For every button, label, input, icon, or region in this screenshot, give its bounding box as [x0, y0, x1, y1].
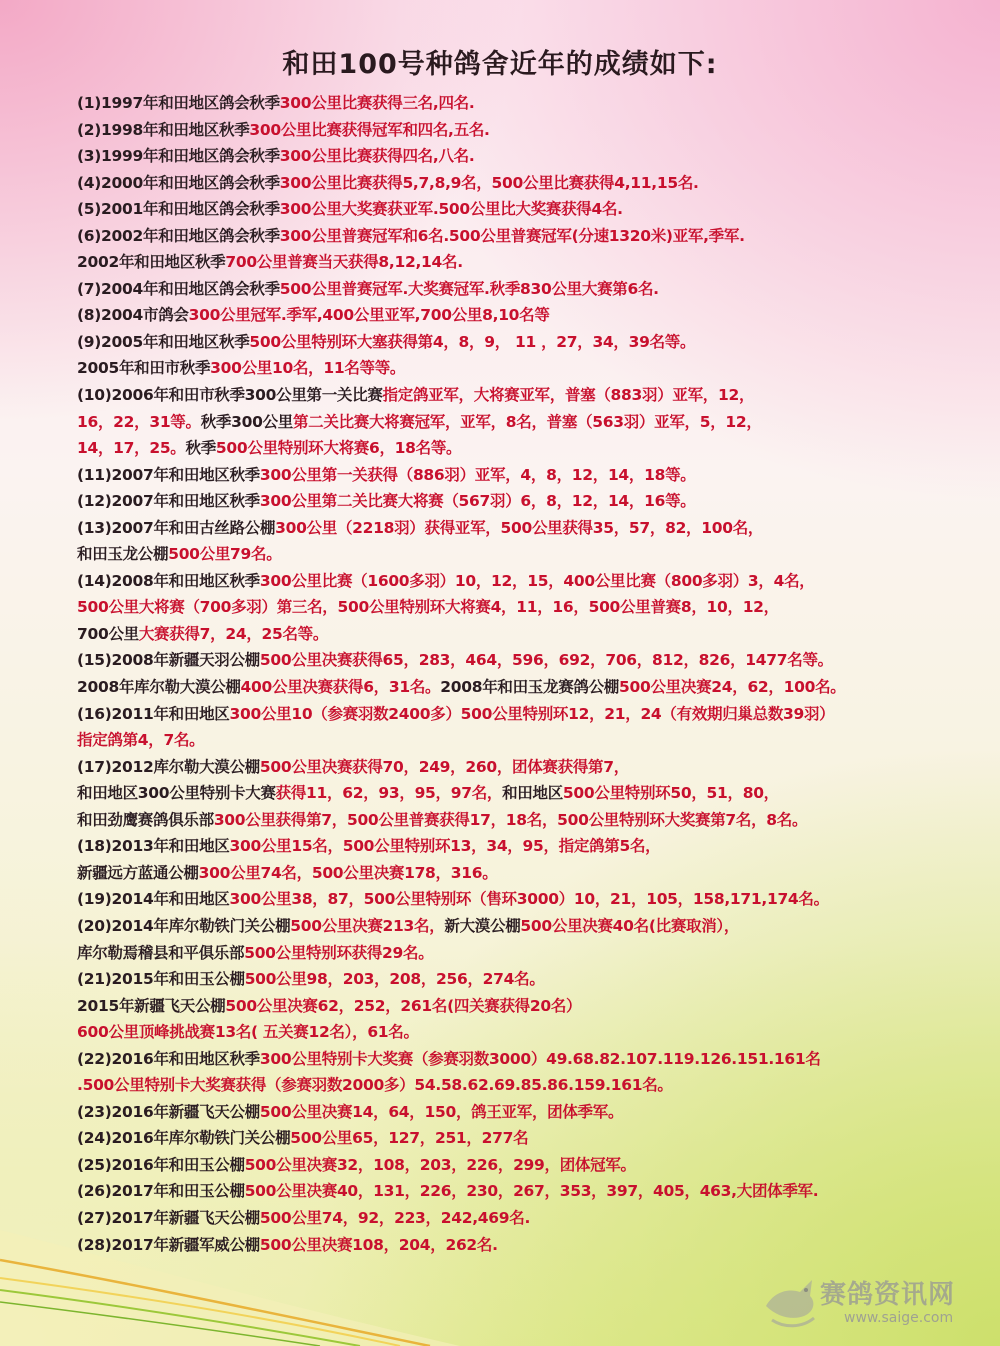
result-detail-text: 指定鸽亚军，大将赛亚军，普塞（883羽）亚军，12，: [382, 386, 755, 405]
result-event-text: 和田地区300公里特别卡大赛: [77, 784, 276, 803]
result-event-text: (15)2008年新疆天羽公棚: [77, 651, 260, 670]
result-event-text: (14)2008年和田地区秋季: [77, 571, 260, 590]
result-detail-text: 300公里第一关获得（886羽）亚军，4，8，12，14，18等。: [259, 465, 696, 484]
result-line: [77, 833, 987, 860]
result-event-text: (27)2017年新疆飞天公棚: [77, 1208, 260, 1227]
page-title: 和田100号种鸽舍近年的成绩如下:: [282, 49, 718, 80]
result-detail-text: 16，22，31等。: [77, 412, 201, 431]
result-line: [77, 90, 987, 117]
result-event-text: (7)2004年和田地区鸽会秋季: [77, 279, 280, 298]
result-detail-text: 500公里79名。: [168, 545, 282, 564]
result-line: [77, 780, 987, 807]
result-line: [77, 807, 987, 834]
result-detail-text: 500公里特别环大将赛6，18名等。: [215, 439, 462, 458]
result-detail-text: 300公里比赛获得5,7,8,9名，500公里比赛获得4,11,15名.: [279, 173, 699, 192]
result-detail-text: 500公里特别环50，51，80，: [562, 784, 779, 803]
result-line: [77, 886, 987, 913]
result-event-text: 库尔勒焉稽县和平俱乐部: [77, 943, 245, 962]
result-detail-text: 指定鸽第4，7名。: [77, 731, 205, 750]
result-event-text: 新大漠公棚: [444, 916, 521, 935]
result-line: [77, 302, 987, 329]
result-event-text: (6)2002年和田地区鸽会秋季: [77, 226, 280, 245]
result-event-text: (13)2007年和田古丝路公棚: [77, 518, 276, 537]
pigeon-logo-icon: [760, 1272, 822, 1332]
result-line: [77, 594, 987, 621]
result-event-text: 2005年和田市秋季: [77, 359, 211, 378]
result-line: [77, 568, 987, 595]
result-event-text: (28)2017年新疆军威公棚: [77, 1235, 260, 1254]
result-event-text: (12)2007年和田地区秋季: [77, 492, 260, 511]
result-detail-text: 500公里74，92，223，242,469名.: [259, 1208, 531, 1227]
result-detail-text: 300公里冠军.季军,400公里亚军,700公里8,10名等: [188, 306, 550, 325]
result-event-text: (3)1999年和田地区鸽会秋季: [77, 147, 280, 166]
result-detail-text: 500公里决赛40，131，226，230，267，353，397，405，463,大团体季军.: [244, 1182, 819, 1201]
result-line: [77, 1099, 987, 1126]
result-detail-text: 500公里特别环获得29名。: [244, 943, 434, 962]
result-line: [77, 1125, 987, 1152]
result-detail-text: 300公里普赛冠军和6名.500公里普赛冠军(分速1320米)亚军,季军.: [279, 226, 745, 245]
result-detail-text: 500公里决赛获得70，249，260，团体赛获得第7，: [259, 757, 629, 776]
result-event-text: (18)2013年和田地区: [77, 837, 230, 856]
result-detail-text: 300公里第二关比赛大将赛（567羽）6，8，12，14，16等。: [259, 492, 696, 511]
result-line: [77, 913, 987, 940]
result-line: [77, 249, 987, 276]
result-event-text: (26)2017年和田玉公棚: [77, 1182, 245, 1201]
result-line: [77, 727, 987, 754]
result-detail-text: 300公里特别卡大奖赛（参赛羽数3000）49.68.82.107.119.126.151.161名: [259, 1049, 821, 1068]
result-detail-text: 500公里决赛24，62，100名。: [619, 678, 846, 697]
result-line: [77, 355, 987, 382]
result-detail-text: 600公里顶峰挑战赛13名( 五关赛12名），61名。: [77, 1023, 419, 1042]
result-event-text: (22)2016年和田地区秋季: [77, 1049, 260, 1068]
result-detail-text: 500公里65，127，251，277名: [290, 1129, 529, 1148]
result-detail-text: 300公里38，87，500公里特别环（售环3000）10，21，105，158,171,174名。: [229, 890, 829, 909]
watermark: [760, 1272, 990, 1334]
result-event-text: (8)2004市鸽会: [77, 306, 189, 325]
result-detail-text: 300公里（2218羽）获得亚军，500公里获得35，57，82，100名，: [275, 518, 764, 537]
result-event-text: 和田地区: [502, 784, 563, 803]
result-detail-text: 300公里10名，11名等等。: [210, 359, 406, 378]
result-line: [77, 860, 987, 887]
result-detail-text: 大赛获得7，24，25名等。: [138, 624, 329, 643]
result-event-text: 2008年和田玉龙赛鸽公棚: [440, 678, 620, 697]
result-line: [77, 621, 987, 648]
result-detail-text: 500公里普赛冠军.大奖赛冠军.秋季830公里大赛第6名.: [279, 279, 659, 298]
result-line: [77, 1072, 987, 1099]
result-detail-text: 14，17，25。: [77, 439, 186, 458]
result-event-text: (11)2007年和田地区秋季: [77, 465, 260, 484]
result-line: [77, 488, 987, 515]
result-detail-text: 500公里决赛108，204，262名.: [259, 1235, 498, 1254]
result-event-text: 2002年和田地区秋季: [77, 253, 226, 272]
results-list: [77, 90, 987, 1258]
result-line: [77, 647, 987, 674]
result-line: [77, 276, 987, 303]
result-event-text: (25)2016年和田玉公棚: [77, 1155, 245, 1174]
result-line: [77, 966, 987, 993]
result-detail-text: 300公里比赛获得冠军和四名,五名.: [249, 120, 490, 139]
result-event-text: 700公里: [77, 624, 139, 643]
result-event-text: 2008年库尔勒大漠公棚: [77, 678, 241, 697]
result-line: [77, 940, 987, 967]
result-detail-text: 300公里10（参赛羽数2400多）500公里特别环12，21，24（有效期归巢总数39羽）: [229, 704, 835, 723]
result-event-text: 新疆远方蓝通公棚: [77, 863, 199, 882]
result-detail-text: 500公里决赛14，64，150，鸽王亚军，团体季军。: [259, 1102, 624, 1121]
decorative-swoosh: [0, 1190, 460, 1346]
result-event-text: (16)2011年和田地区: [77, 704, 230, 723]
result-detail-text: .500公里特别卡大奖赛获得（参赛羽数2000多）54.58.62.69.85.86.159.161名。: [77, 1076, 673, 1095]
result-event-text: (5)2001年和田地区鸽会秋季: [77, 200, 280, 219]
result-line: [77, 515, 987, 542]
result-detail-text: 500公里决赛32，108，203，226，299，团体冠军。: [244, 1155, 636, 1174]
result-event-text: (4)2000年和田地区鸽会秋季: [77, 173, 280, 192]
result-detail-text: 300公里大奖赛获亚军.500公里比大奖赛获得4名.: [279, 200, 623, 219]
result-line: [77, 462, 987, 489]
result-line: [77, 1019, 987, 1046]
result-event-text: 秋季300公里: [200, 412, 293, 431]
result-line: [77, 993, 987, 1020]
result-line: [77, 1046, 987, 1073]
result-event-text: (19)2014年和田地区: [77, 890, 230, 909]
result-event-text: (17)2012库尔勒大漠公棚: [77, 757, 260, 776]
result-event-text: (9)2005年和田地区秋季: [77, 332, 250, 351]
result-event-text: (20)2014年库尔勒铁门关公棚: [77, 916, 291, 935]
result-detail-text: 300公里74名，500公里决赛178，316。: [198, 863, 498, 882]
result-event-text: (2)1998年和田地区秋季: [77, 120, 250, 139]
result-detail-text: 300公里比赛（1600多羽）10，12，15，400公里比赛（800多羽）3，4名，: [259, 571, 815, 590]
result-line: [77, 1152, 987, 1179]
result-line: [77, 329, 987, 356]
result-detail-text: 500公里决赛62，252，261名(四关赛获得20名）: [225, 996, 582, 1015]
watermark-site-name: 赛鸽资讯网: [820, 1280, 956, 1310]
result-line: [77, 435, 987, 462]
result-detail-text: 第二关比赛大将赛冠军，亚军，8名，普塞（563羽）亚军，5，12，: [292, 412, 762, 431]
result-detail-text: 500公里特别环大塞获得第4，8，9， 11 ，27，34，39名等。: [249, 332, 696, 351]
result-detail-text: 300公里获得第7，500公里普赛获得17，18名，500公里特别环大奖赛第7名，8名。: [213, 810, 808, 829]
result-event-text: 秋季: [185, 439, 216, 458]
result-line: [77, 541, 987, 568]
result-event-text: (21)2015年和田玉公棚: [77, 970, 245, 989]
result-detail-text: 700公里普赛当天获得8,12,14名.: [225, 253, 463, 272]
result-event-text: 2015年新疆飞天公棚: [77, 996, 226, 1015]
result-line: [77, 409, 987, 436]
result-detail-text: 400公里决赛获得6，31名。: [240, 678, 441, 697]
result-event-text: (23)2016年新疆飞天公棚: [77, 1102, 260, 1121]
result-event-text: 和田玉龙公棚: [77, 545, 169, 564]
result-detail-text: 300公里15名，500公里特别环13，34，95，指定鸽第5名，: [229, 837, 661, 856]
result-detail-text: 500公里98，203，208，256，274名。: [244, 970, 545, 989]
result-detail-text: 500公里决赛213名，: [290, 916, 445, 935]
result-event-text: (24)2016年库尔勒铁门关公棚: [77, 1129, 291, 1148]
result-event-text: 和田劲鹰赛鸽俱乐部: [77, 810, 214, 829]
result-detail-text: 获得11，62，93，95，97名，: [275, 784, 503, 803]
result-line: [77, 117, 987, 144]
result-detail-text: 500公里决赛40名(比赛取消），: [520, 916, 740, 935]
result-detail-text: 300公里比赛获得三名,四名.: [279, 94, 475, 112]
result-event-text: (1)1997年和田地区鸽会秋季: [77, 94, 280, 112]
result-line: [77, 674, 987, 701]
result-line: [77, 223, 987, 250]
result-line: [77, 170, 987, 197]
result-event-text: (10)2006年和田市秋季300公里第一关比赛: [77, 386, 383, 405]
result-detail-text: 500公里大将赛（700多羽）第三名，500公里特别环大将赛4，11，16，500公里普赛8，10，12，: [77, 598, 779, 617]
result-line: [77, 754, 987, 781]
result-detail-text: 300公里比赛获得四名,八名.: [279, 147, 475, 166]
result-detail-text: 500公里决赛获得65，283，464，596，692，706，812，826，1477名等。: [259, 651, 833, 670]
result-line: [77, 196, 987, 223]
result-line: [77, 382, 987, 409]
result-line: [77, 143, 987, 170]
result-line: [77, 701, 987, 728]
watermark-url: www.saige.com: [844, 1310, 954, 1326]
